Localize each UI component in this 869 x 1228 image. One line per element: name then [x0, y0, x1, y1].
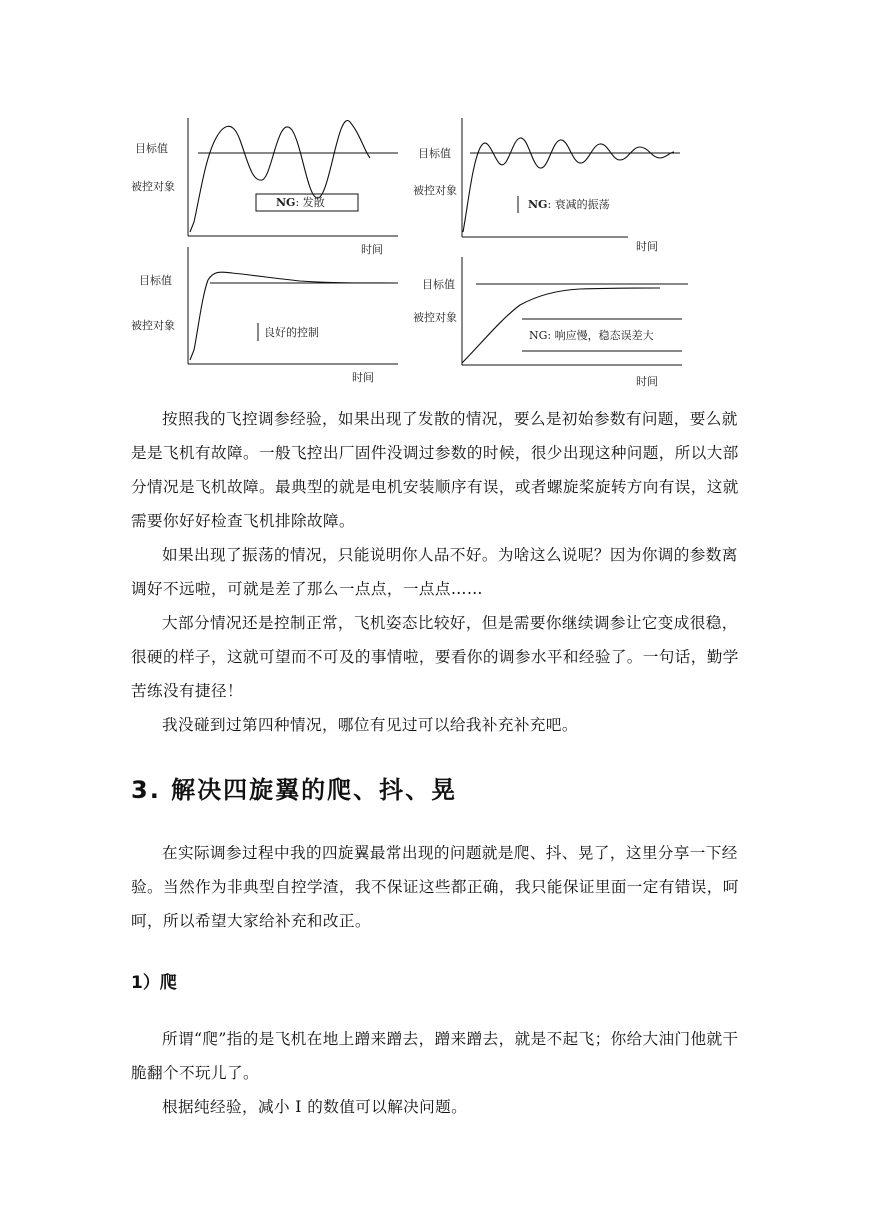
time-axis-label: 时间 [636, 240, 658, 253]
response-curve [463, 138, 674, 232]
paragraph-divergence: 按照我的飞控调参经验，如果出现了发散的情况，要么是初始参数有问题，要么就是是飞机有故障。一般飞控出厂固件没调过参数的时候，很少出现这种问题，所以大部分情况是飞机故障。最典型的就是电机安装顺序有误，或者螺旋桨旋转方向有误，这就需要你好好检查飞机排除故障。 [131, 410, 739, 530]
target-value-label: 目标值 [422, 278, 455, 291]
paragraph-crawl-definition: 所谓“爬”指的是飞机在地上蹭来蹭去，蹭来蹭去，就是不起飞；你给大油门他就干脆翻个不玩儿了。 [131, 1030, 739, 1082]
time-axis-label: 时间 [361, 243, 383, 256]
response-curve [462, 288, 660, 363]
controlled-object-label: 被控对象 [131, 319, 175, 332]
panel-slow-response [413, 257, 688, 388]
note-text: NG: 发散 [276, 196, 325, 209]
target-value-label: 目标值 [135, 142, 168, 155]
note-text: 良好的控制 [264, 326, 319, 339]
target-value-label: 目标值 [418, 147, 451, 160]
paragraph-crawl-fix: 根据纯经验，减小 I 的数值可以解决问题。 [162, 1098, 468, 1116]
section-heading: 3. 解决四旋翼的爬、抖、晃 [131, 776, 458, 804]
subheading-crawl: 1）爬 [131, 973, 177, 993]
note-text: NG: 响应慢，稳态误差大 [529, 329, 654, 342]
controlled-object-label: 被控对象 [413, 311, 457, 324]
panel-good-control [131, 247, 398, 384]
paragraph-fourth-case: 我没碰到过第四种情况，哪位有见过可以给我补充补充吧。 [162, 716, 578, 734]
panel-divergent [131, 118, 398, 256]
panel-damped-oscillation [413, 118, 680, 253]
time-axis-label: 时间 [352, 371, 374, 384]
paragraph-oscillation: 如果出现了振荡的情况，只能说明你人品不好。为啥这么说呢？因为你调的参数离调好不远啦，可就是差了那么一点点，一点点…… [131, 546, 738, 598]
target-value-label: 目标值 [139, 274, 172, 287]
pid-response-diagrams [0, 0, 869, 400]
time-axis-label: 时间 [636, 375, 658, 388]
controlled-object-label: 被控对象 [413, 184, 457, 197]
controlled-object-label: 被控对象 [131, 180, 175, 193]
paragraph-good-control: 大部分情况还是控制正常，飞机姿态比较好，但是需要你继续调参让它变成很稳，很硬的样子，这就可望而不可及的事情啦，要看你的调参水平和经验了。一句话，勤学苦练没有捷径！ [131, 614, 739, 700]
response-curve [190, 120, 370, 232]
response-curve [190, 272, 398, 360]
pid-response-figure [0, 0, 869, 400]
section-intro-paragraph: 在实际调参过程中我的四旋翼最常出现的问题就是爬、抖、晃了，这里分享一下经验。当然作为非典型自控学渣，我不保证这些都正确，我只能保证里面一定有错误，呵呵，所以希望大家给补充和改正。 [131, 844, 739, 930]
note-text: NG: 衰减的振荡 [528, 198, 610, 211]
